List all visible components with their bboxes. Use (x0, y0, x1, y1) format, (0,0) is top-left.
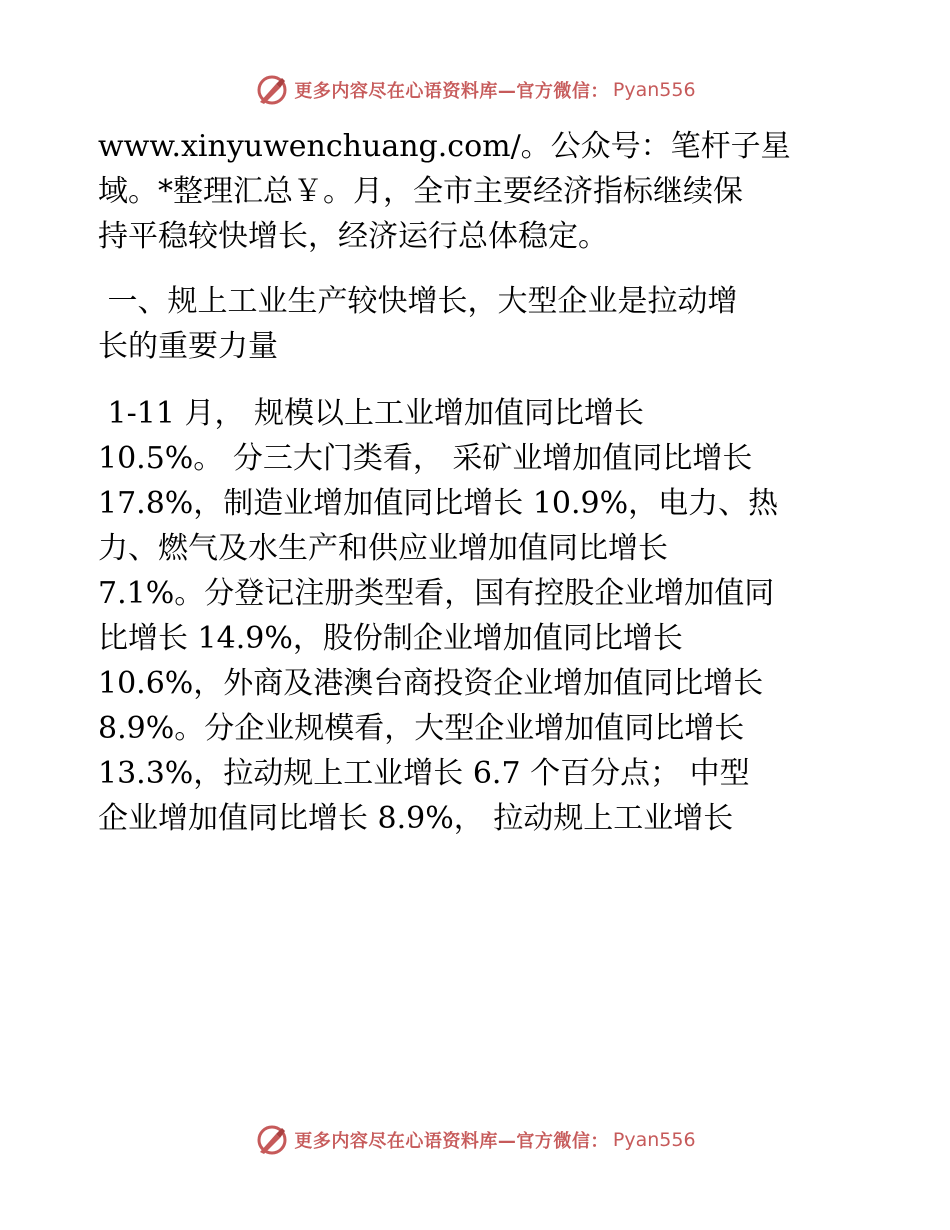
text-line: 持平稳较快增长，经济运行总体稳定。 (98, 219, 608, 254)
text-line: www.xinyuwenchuang.com/。公众号：笔杆子星 (98, 129, 791, 164)
watermark-text: 更多内容尽在心语资料库—官方微信： (294, 81, 609, 102)
text-line: 域。*整理汇总￥。月，全市主要经济指标继续保 (98, 174, 743, 209)
text-line: 1-11 月， 规模以上工业增加值同比增长 (98, 396, 645, 431)
text-line: 一、规上工业生产较快增长，大型企业是拉动增 (98, 284, 738, 319)
text-line: 8.9%。分企业规模看，大型企业增加值同比增长 (98, 711, 745, 746)
text-line: 10.5%。 分三大门类看， 采矿业增加值同比增长 (98, 441, 753, 476)
text-line: 7.1%。分登记注册类型看，国有控股企业增加值同 (98, 576, 775, 611)
text-line: 10.6%，外商及港澳台商投资企业增加值同比增长 (98, 666, 764, 701)
text-line: 17.8%，制造业增加值同比增长 10.9%，电力、热 (98, 486, 779, 521)
text-line: 比增长 14.9%，股份制企业增加值同比增长 (98, 621, 683, 656)
watermark-text: 更多内容尽在心语资料库—官方微信： (294, 1131, 609, 1152)
watermark-wechat-id: Pyan556 (612, 1129, 696, 1151)
paragraph-intro (98, 124, 858, 259)
text-line: 13.3%，拉动规上工业增长 6.7 个百分点； 中型 (98, 756, 750, 791)
pen-logo-icon (254, 1122, 290, 1158)
text-line: 力、燃气及水生产和供应业增加值同比增长 (98, 531, 668, 566)
section-heading (98, 279, 858, 369)
paragraph-industry (98, 391, 858, 841)
text-line: 企业增加值同比增长 8.9%， 拉动规上工业增长 (98, 801, 734, 836)
pen-logo-icon (254, 72, 290, 108)
footer-watermark (0, 1120, 950, 1160)
header-watermark (0, 70, 950, 110)
watermark-wechat-id: Pyan556 (612, 79, 696, 101)
document-body (98, 124, 858, 841)
text-line: 长的重要力量 (98, 329, 278, 364)
